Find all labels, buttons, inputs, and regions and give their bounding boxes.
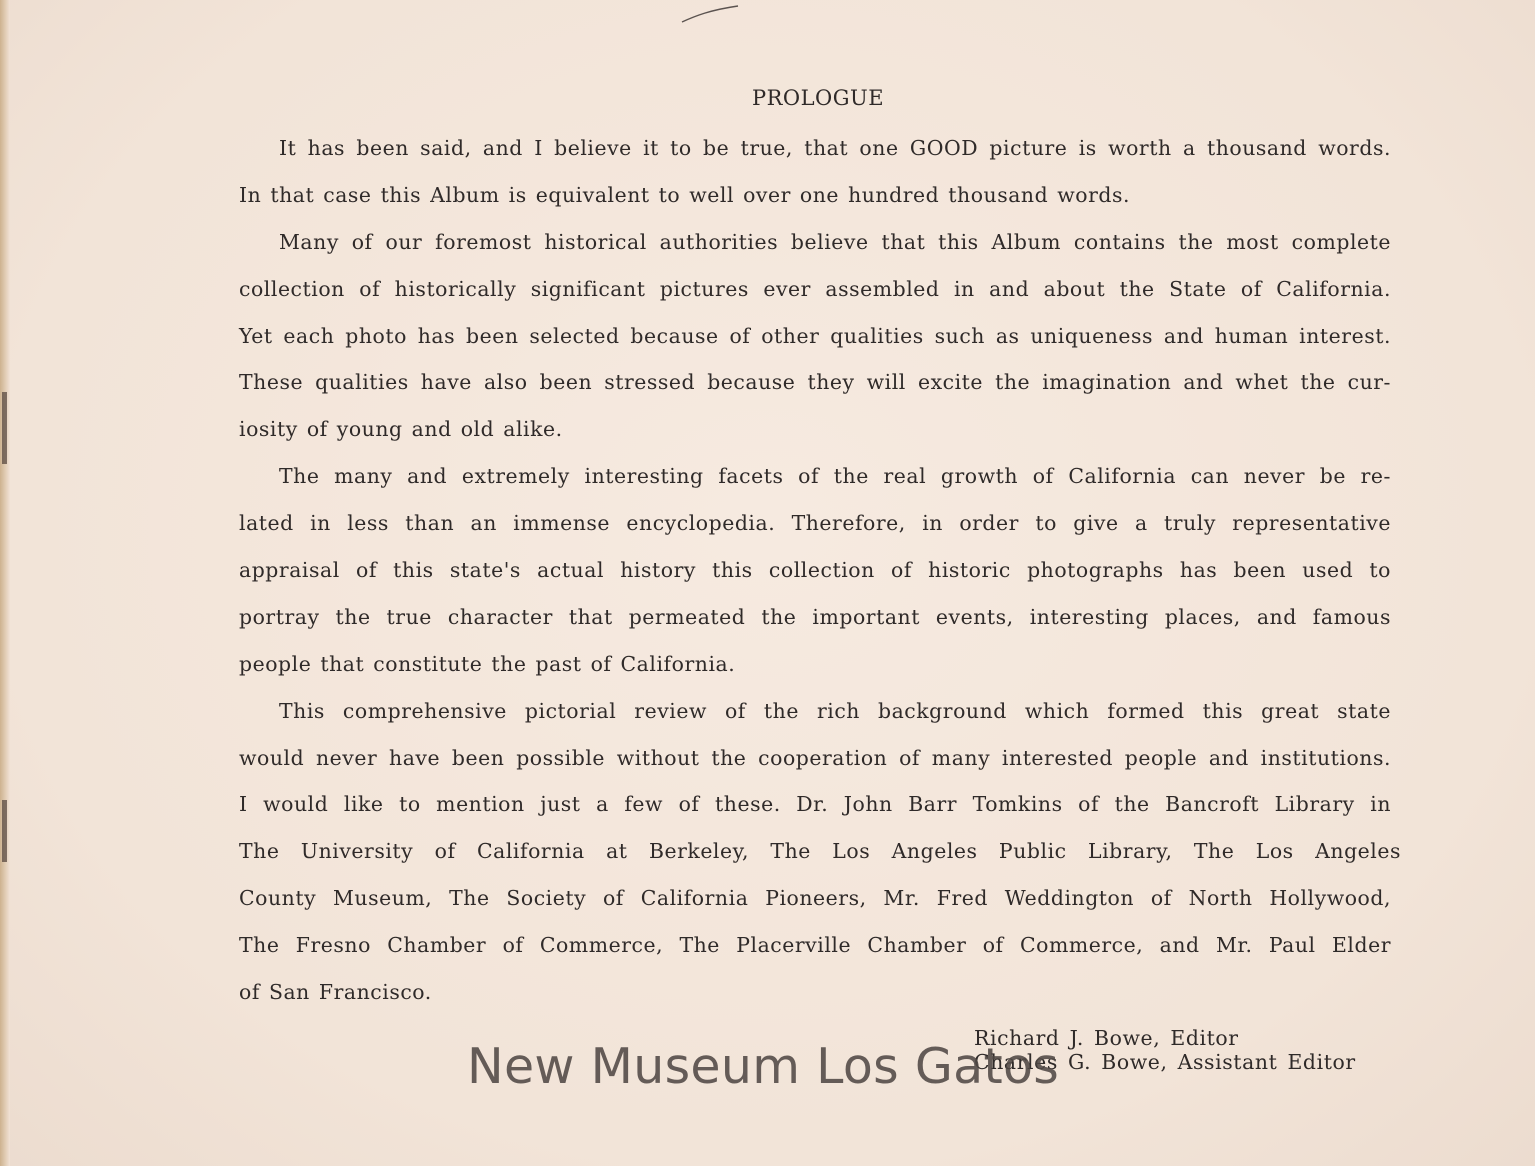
text-line: The Fresno Chamber of Commerce, The Placerville Chamber of Commerce, and Mr. Paul Elder xyxy=(239,933,1391,958)
text-line: appraisal of this state's actual history this collection of historic photographs has been used to xyxy=(239,558,1391,583)
museum-watermark: New Museum Los Gatos xyxy=(467,1038,1060,1095)
text-line: County Museum, The Society of California Pioneers, Mr. Fred Weddington of North Hollywood, xyxy=(239,886,1391,911)
text-line: Many of our foremost historical authorities believe that this Album contains the most complete xyxy=(279,229,1391,254)
binding-mark xyxy=(2,800,7,862)
pen-scratch-mark xyxy=(680,4,740,24)
signature-line-assistant-editor: Charles G. Bowe, Assistant Editor xyxy=(974,1050,1356,1074)
text-line: lated in less than an immense encyclopedia. Therefore, in order to give a truly representative xyxy=(239,511,1391,536)
text-line: would never have been possible without the cooperation of many interested people and institutions. xyxy=(239,745,1391,770)
text-line: I would like to mention just a few of these. Dr. John Barr Tomkins of the Bancroft Library in xyxy=(239,792,1391,817)
text-line: In that case this Album is equivalent to well over one hundred thousand words. xyxy=(239,182,1131,207)
text-line: Yet each photo has been selected because of other qualities such as uniqueness and human interest. xyxy=(239,323,1391,348)
text-line: These qualities have also been stressed because they will excite the imagination and whet the cur- xyxy=(239,370,1391,395)
text-line: It has been said, and I believe it to be true, that one GOOD picture is worth a thousand words. xyxy=(279,136,1391,160)
text-line: people that constitute the past of California. xyxy=(239,651,736,676)
text-line: This comprehensive pictorial review of the rich background which formed this great state xyxy=(279,698,1391,723)
text-line: of San Francisco. xyxy=(239,980,432,1005)
text-line: The many and extremely interesting facets of the real growth of California can never be re- xyxy=(279,464,1391,489)
binding-edge xyxy=(0,0,10,1166)
text-line: The University of California at Berkeley, The Los Angeles Public Library, The Los Angeles xyxy=(239,839,1401,864)
prologue-body xyxy=(239,125,1401,1016)
text-line: collection of historically significant pictures ever assembled in and about the State of California. xyxy=(239,276,1391,301)
page-title: PROLOGUE xyxy=(751,86,885,110)
binding-mark xyxy=(2,392,7,464)
text-line: iosity of young and old alike. xyxy=(239,417,563,442)
signature-line-editor: Richard J. Bowe, Editor xyxy=(974,1026,1239,1050)
text-line: portray the true character that permeated the important events, interesting places, and famous xyxy=(239,604,1391,629)
